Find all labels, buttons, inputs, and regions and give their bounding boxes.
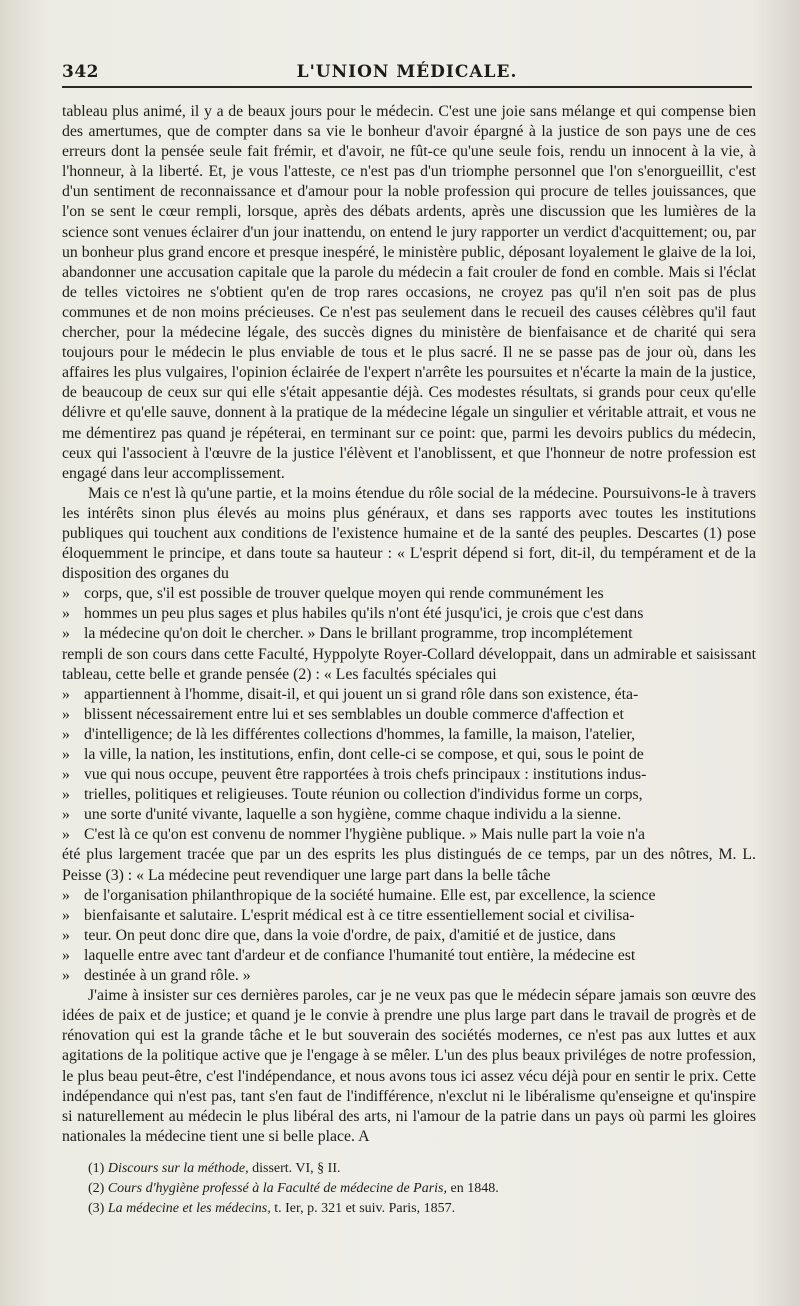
page-number: 342 [62,62,99,82]
quote-line: » la médecine qu'on doit le chercher. » Dans le brillant programme, trop incomplétement [62,625,633,643]
footnote-2: (2) Cours d'hygiène professé à la Faculté de médecine de Paris, en 1848. [88,1180,499,1196]
quote-line: » une sorte d'unité vivante, laquelle a son hygiène, comme chaque individu a la sienne. [62,806,622,824]
quote-line: » teur. On peut donc dire que, dans la voie d'ordre, de paix, d'amitié et de justice, dans [62,926,616,944]
quote-line: » trielles, politiques et religieuses. Toute réunion ou collection d'individus forme un corps, [62,786,643,804]
paragraph-1: tableau plus animé, il y a de beaux jours pour le médecin. C'est une joie sans mélange et qui compense bien des amertumes, que de compter dans sa vie le bonheur d'avoir épargné à la justice de son pays une de ces erreurs dont la pensée seule fait frémir, et d'avoir, ne fût-ce qu'une seule fois, rendu un innocent à la vie, à l'honneur, à la liberté. Et, je vous l'atteste, ce n'est pas d'un triomphe personnel que l'on s'enorgueillit, c'est d'un sentiment de reconnaissance et d'amour pour la noble profession qui procure de telles jouissances, que l'on se sent le cœur rempli, lorsque, après des débats ardents, après une discussion que les lumières de la science sont venues éclairer d'un jour inattendu, on entend le jury rapporter un verdict d'acquittement; ou, par un bonheur plus grand encore et presque inespéré, le ministère public, déposant loyalement le glaive de la loi, abandonner une accusation capitale que la parole du médecin a fait crouler de fond en comble. Mais si l'éclat de telles victoires ne s'obtient qu'en de trop rares occasions, ne croyez pas qu'il n'en soit pas de plus communes et de non moins précieuses. Ce n'est pas seulement dans le recueil des causes célèbres qu'il faut chercher, pour la médecine légale, des succès dignes du ministère de bienfaisance et de charité qui sera toujours pour le médecin le plus enviable de tous et le plus sacré. Il ne se passe pas de jour où, dans les affaires les plus vulgaires, l'opinion éclairée de l'expert n'arrête les poursuites et n'écarte la main de la justice, de beaucoup de ceux sur qui elle s'était appesantie déjà. Ces modestes résultats, si grands pour ceux qu'elle délivre et qu'elle sauve, donnent à la pratique de la médecine légale un singulier et véritable attrait, et vous ne me démentirez pas quand je répéterai, en terminant sur ce point: que, parmi les devoirs publics du médecin, ceux qui l'associent à l'œuvre de la justice l'élèvent et l'anoblissent, et que l'honneur de notre profession est engagé dans leur accomplissement. [62,103,756,482]
running-header [62,58,752,88]
quote-royer-collard [62,685,756,846]
quote-descartes [62,584,756,644]
quote-line: » corps, que, s'il est possible de trouver quelque moyen qui rende communément les [62,585,604,603]
main-text [62,102,756,1147]
paragraph-4: été plus largement tracée que par un des esprits les plus distingués de ce temps, par un des nôtres, M. L. Peisse (3) : « La médecine peut revendiquer une large part dans la belle tâche [62,846,756,884]
paragraph-5: J'aime à insister sur ces dernières paroles, car je ne veux pas que le médecin sépare jamais son œuvre des idées de paix et de justice; et quand je le convie à prendre une plus large part dans le travail de progrès et de rénovation qui est la grande tâche et le but souverain des sociétés modernes, ce n'est pas aux luttes et aux agitations de la politique active que je l'engage à se mêler. L'un des plus beaux priviléges de notre profession, le plus beau peut-être, c'est l'indépendance, et nous avons tous ici assez vécu déjà pour en sentir le prix. Cette indépendance qui n'est pas, tant s'en faut de l'indifférence, n'exclut ni le libéralisme qu'enseigne et qu'inspire si naturellement au médecin le plus libéral des arts, ni l'amour de la patrie dans un pays où parmi les gloires nationales la médecine tient une si belle place. A [62,987,756,1145]
quote-line: » hommes un peu plus sages et plus habiles qu'ils n'ont été jusqu'ici, je crois que c'est dans [62,605,644,623]
quote-line: » C'est là ce qu'on est convenu de nommer l'hygiène publique. » Mais nulle part la voie n'a [62,826,646,844]
quote-line: » laquelle entre avec tant d'ardeur et de confiance l'humanité tout entière, la médecine est [62,946,636,964]
running-title: L'UNION MÉDICALE. [296,62,518,82]
paragraph-3: rempli de son cours dans cette Faculté, Hyppolyte Royer-Collard développait, dans un admirable et saisissant tableau, cette belle et grande pensée (2) : « Les facultés spéciales qui [62,645,756,683]
quote-line: » vue qui nous occupe, peuvent être rapportées à trois chefs principaux : institutions indus- [62,766,647,784]
quote-line: » la ville, la nation, les institutions, enfin, dont celle-ci se compose, et qui, sous le point de [62,746,644,763]
quote-line: » de l'organisation philanthropique de la société humaine. Elle est, par excellence, la science [62,886,656,904]
footnotes [62,1159,756,1219]
quote-peisse [62,886,756,986]
quote-line: » blissent nécessairement entre lui et ses semblables un double commerce d'affection et [62,705,624,723]
quote-line: » appartiennent à l'homme, disait-il, et qui jouent un si grand rôle dans son existence, éta- [62,685,639,703]
footnote-3: (3) La médecine et les médecins, t. Ier, p. 321 et suiv. Paris, 1857. [88,1200,456,1216]
footnote-1: (1) Discours sur la méthode, dissert. VI, § II. [88,1160,341,1176]
quote-line: » bienfaisante et salutaire. L'esprit médical est à ce titre essentiellement social et civilisa- [62,906,635,924]
quote-line: » d'intelligence; de là les différentes collections d'hommes, la famille, la maison, l'atelier, [62,725,636,743]
quote-line: » destinée à un grand rôle. » [62,967,251,985]
paragraph-2: Mais ce n'est là qu'une partie, et la moins étendue du rôle social de la médecine. Poursuivons-le à travers les intérêts sinon plus élevés au moins plus généraux, et dans ses rapports avec toutes les institutions publiques qui touchent aux conditions de l'existence humaine et de la santé des peuples. Descartes (1) pose éloquemment le principe, et dans toute sa hauteur : « L'esprit dépend si fort, dit-il, du tempérament et de la disposition des organes du [62,484,756,583]
